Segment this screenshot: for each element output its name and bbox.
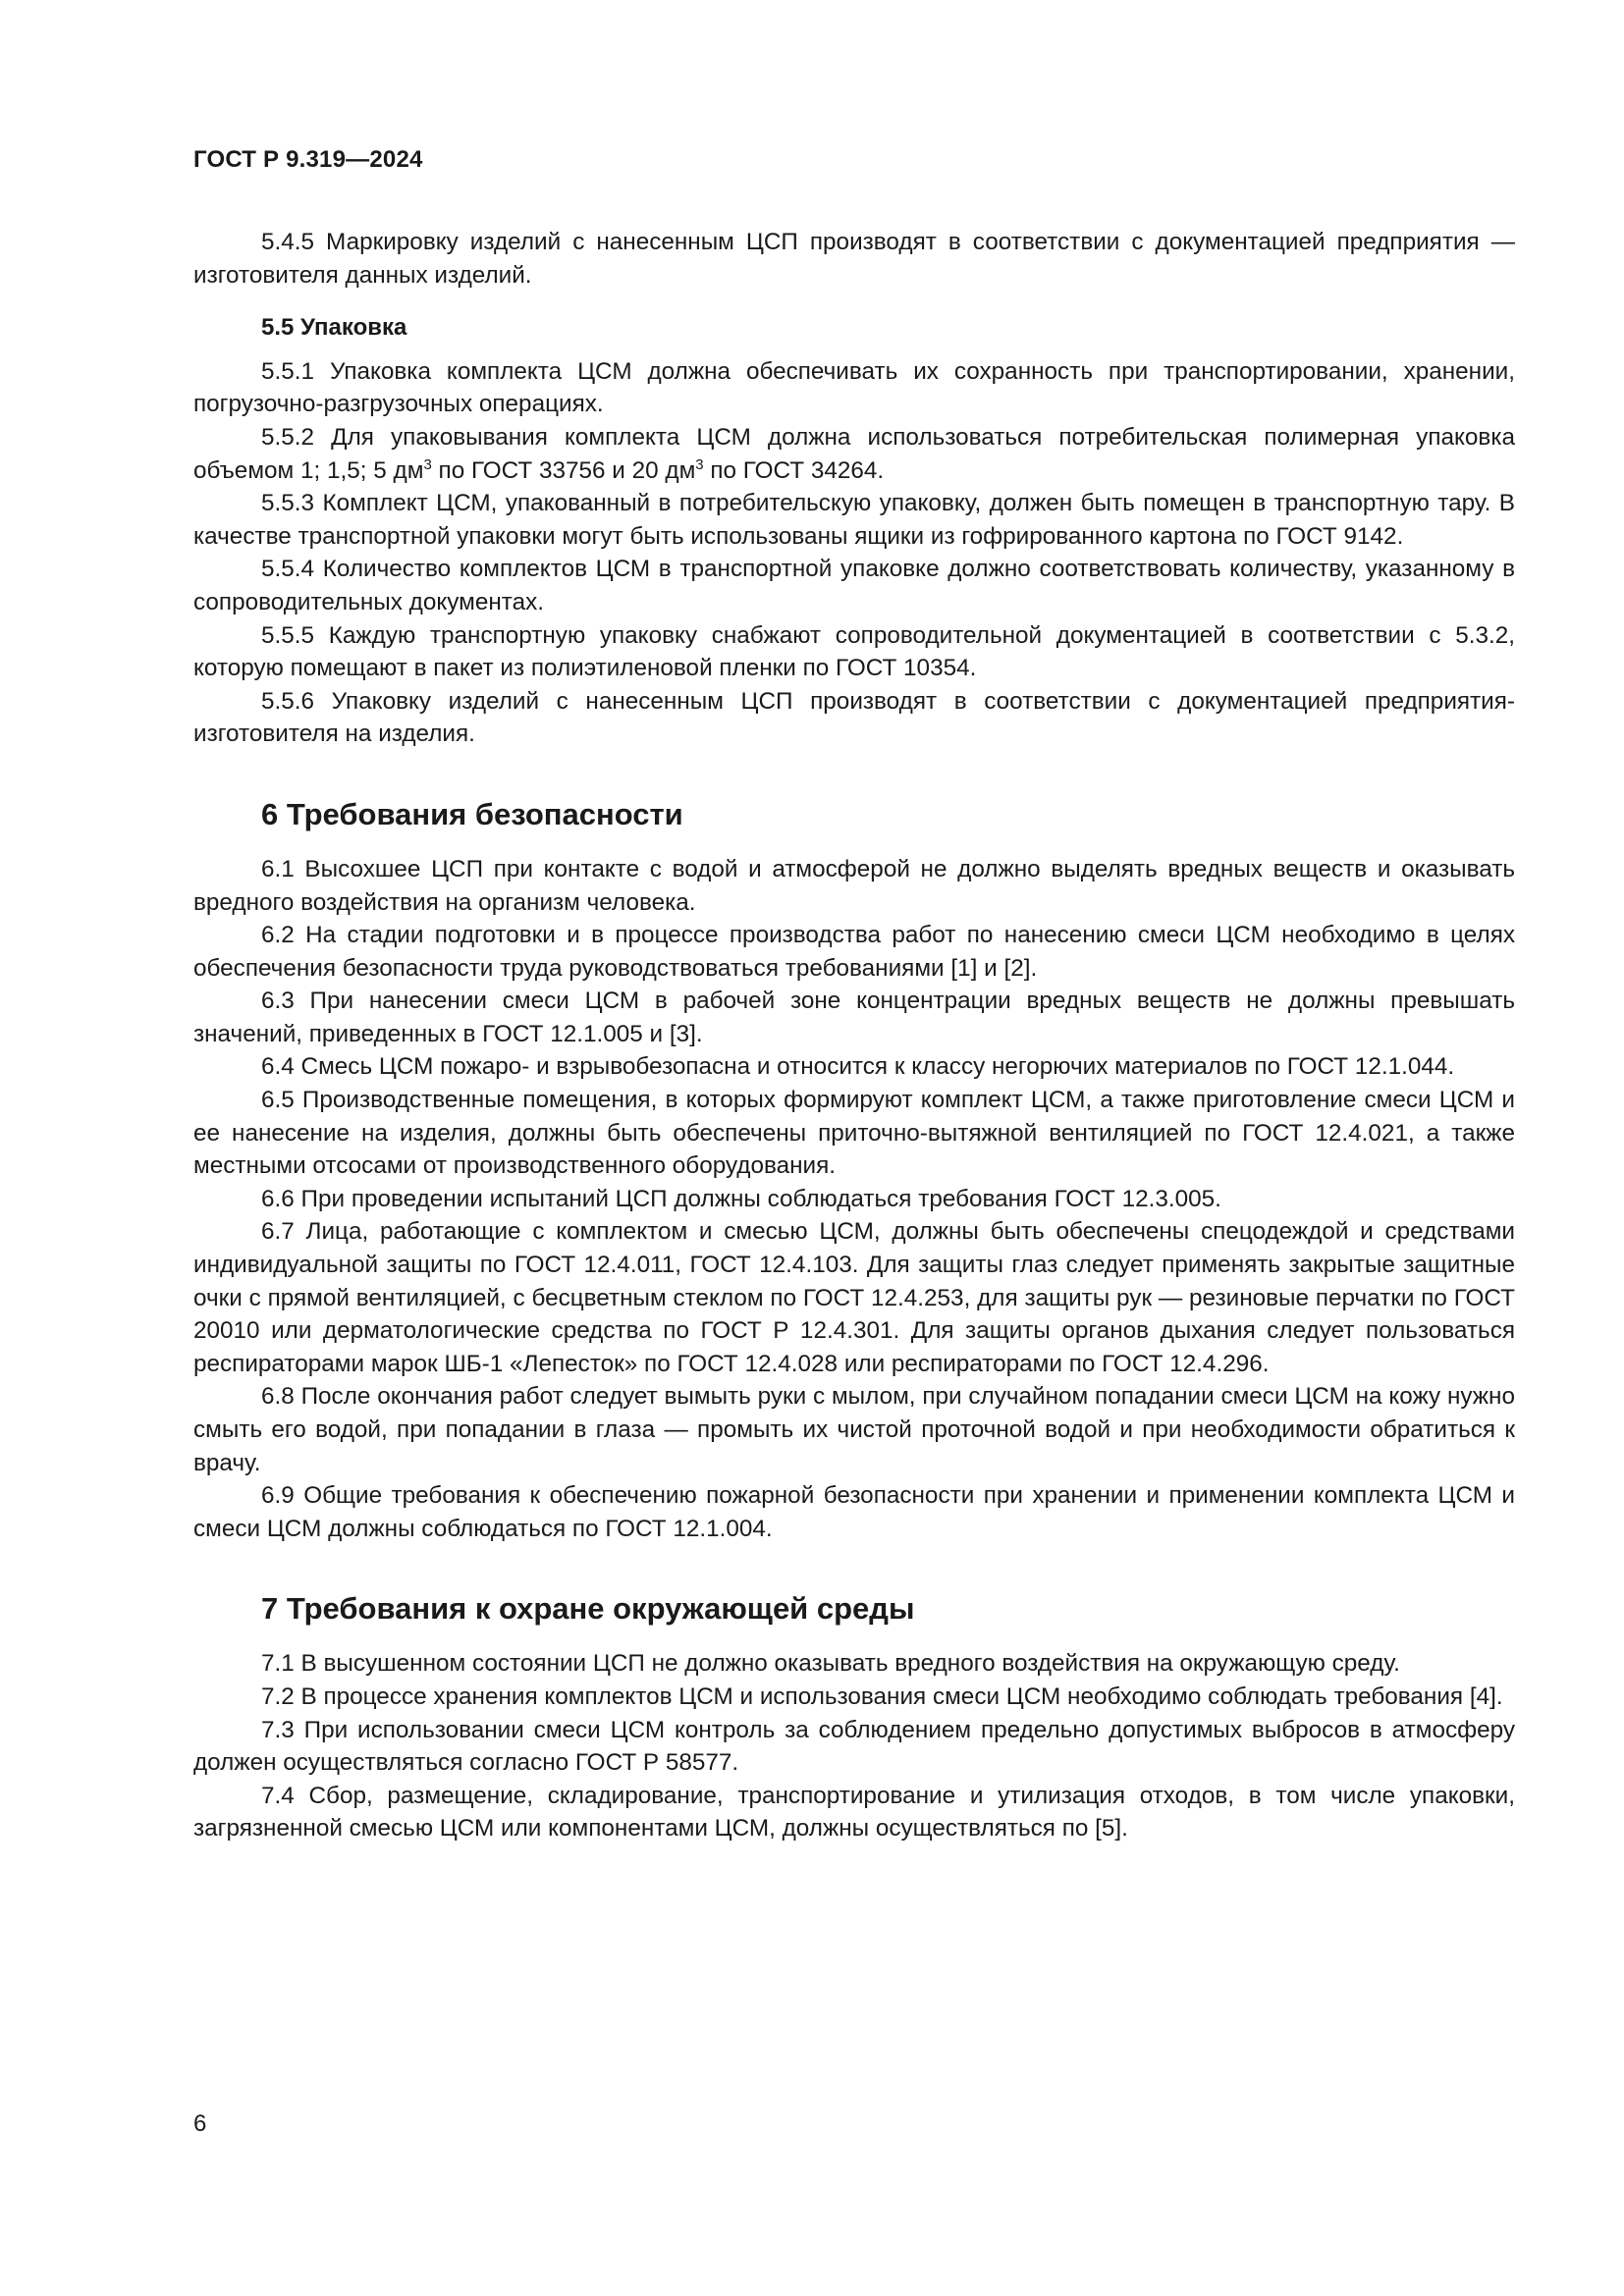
- superscript-cubic-2: 3: [695, 455, 704, 473]
- paragraph-5-5-4: 5.5.4 Количество комплектов ЦСМ в транспортной упаковке должно соответствовать количеству, указанному в сопроводительных документах.: [193, 556, 1515, 615]
- paragraph-5-5-6: 5.5.6 Упаковку изделий с нанесенным ЦСП производят в соответствии с документацией предприятия-изготовителя на изделия.: [193, 687, 1515, 748]
- document-page: [193, 145, 1515, 1845]
- paragraph-6-6: 6.6 При проведении испытаний ЦСП должны соблюдаться требования ГОСТ 12.3.005.: [261, 1185, 1221, 1212]
- paragraph-5-5-5: 5.5.5 Каждую транспортную упаковку снабжают сопроводительной документацией в соответствии с 5.3.2, которую помещают в пакет из полиэтиленовой пленки по ГОСТ 10354.: [193, 621, 1515, 682]
- paragraph-6-2: 6.2 На стадии подготовки и в процессе производства работ по нанесению смеси ЦСМ необходимо в целях обеспечения безопасности труда руководствоваться требованиями [1] и [2].: [193, 922, 1515, 982]
- paragraph-6-5: 6.5 Производственные помещения, в которых формируют комплект ЦСМ, а также приготовление смеси ЦСМ и ее нанесение на изделия, должны быть обеспечены приточно-вытяжной вентиляцией по ГОСТ 12.4.021, а также местными отсосами от производственного оборудования.: [193, 1087, 1515, 1180]
- paragraph-7-1: 7.1 В высушенном состоянии ЦСП не должно оказывать вредного воздействия на окружающую среду.: [261, 1650, 1400, 1678]
- page-number: 6: [193, 2110, 207, 2137]
- subsection-heading-5-5: 5.5 Упаковка: [261, 314, 407, 342]
- paragraph-5-5-2: [193, 421, 1515, 487]
- paragraph-5-5-2-text-1: 5.5.2 Для упаковывания комплекта ЦСМ должна использоваться потребительская полимерная упаковка объемом 1; 1,5; 5 дм: [193, 423, 1515, 484]
- superscript-cubic-1: 3: [423, 455, 432, 473]
- paragraph-6-1: 6.1 Высохшее ЦСП при контакте с водой и атмосферой не должно выделять вредных веществ и оказывать вредного воздействия на организм человека.: [193, 855, 1515, 916]
- paragraph-5-5-3: 5.5.3 Комплект ЦСМ, упакованный в потребительскую упаковку, должен быть помещен в транспортную тару. В качестве транспортной упаковки могут быть использованы ящики из гофрированного картона по ГОСТ 9142.: [193, 490, 1515, 550]
- paragraph-5-5-2-text-2: по ГОСТ 33756 и 20 дм: [431, 456, 696, 484]
- paragraph-5-5-2-text-3: по ГОСТ 34264.: [703, 456, 885, 484]
- paragraph-7-2: 7.2 В процессе хранения комплектов ЦСМ и использования смеси ЦСМ необходимо соблюдать требования [4].: [261, 1682, 1503, 1710]
- document-code-header: ГОСТ Р 9.319—2024: [193, 146, 423, 173]
- paragraph-7-4: 7.4 Сбор, размещение, складирование, транспортирование и утилизация отходов, в том числе упаковки, загрязненной смесью ЦСМ или компонентами ЦСМ, должны осуществляться по [5].: [193, 1782, 1515, 1842]
- paragraph-7-3: 7.3 При использовании смеси ЦСМ контроль за соблюдением предельно допустимых выбросов в атмосферу должен осуществляться согласно ГОСТ Р 58577.: [193, 1716, 1515, 1777]
- paragraph-6-7: 6.7 Лица, работающие с комплектом и смесью ЦСМ, должны быть обеспечены спецодеждой и средствами индивидуальной защиты по ГОСТ 12.4.011, ГОСТ 12.4.103. Для защиты глаз следует применять закрытые защитные очки с прямой вентиляцией, с бесцветным стеклом по ГОСТ 12.4.253, для защиты рук — резиновые перчатки по ГОСТ 20010 или дерматологические средства по ГОСТ Р 12.4.301. Для защиты органов дыхания следует пользоваться респираторами марок ШБ-1 «Лепесток» по ГОСТ 12.4.028 или респираторами по ГОСТ 12.4.296.: [193, 1218, 1515, 1377]
- paragraph-6-4: 6.4 Смесь ЦСМ пожаро- и взрывобезопасна и относится к классу негорючих материалов по ГОСТ 12.1.044.: [261, 1053, 1455, 1081]
- paragraph-5-4-5: 5.4.5 Маркировку изделий с нанесенным ЦСП производят в соответствии с документацией предприятия — изготовителя данных изделий.: [193, 229, 1515, 289]
- section-heading-7: 7 Требования к охране окружающей среды: [261, 1591, 915, 1627]
- paragraph-6-9: 6.9 Общие требования к обеспечению пожарной безопасности при хранении и применении комплекта ЦСМ и смеси ЦСМ должны соблюдаться по ГОСТ 12.1.004.: [193, 1482, 1515, 1542]
- section-heading-6: 6 Требования безопасности: [261, 796, 683, 831]
- paragraph-6-8: 6.8 После окончания работ следует вымыть руки с мылом, при случайном попадании смеси ЦСМ на кожу нужно смыть его водой, при попадании в глаза — промыть их чистой проточной водой и при необходимости обратиться к врачу.: [193, 1383, 1515, 1476]
- paragraph-6-3: 6.3 При нанесении смеси ЦСМ в рабочей зоне концентрации вредных веществ не должны превышать значений, приведенных в ГОСТ 12.1.005 и [3].: [193, 988, 1515, 1047]
- paragraph-5-5-1: 5.5.1 Упаковка комплекта ЦСМ должна обеспечивать их сохранность при транспортировании, хранении, погрузочно-разгрузочных операциях.: [193, 357, 1515, 418]
